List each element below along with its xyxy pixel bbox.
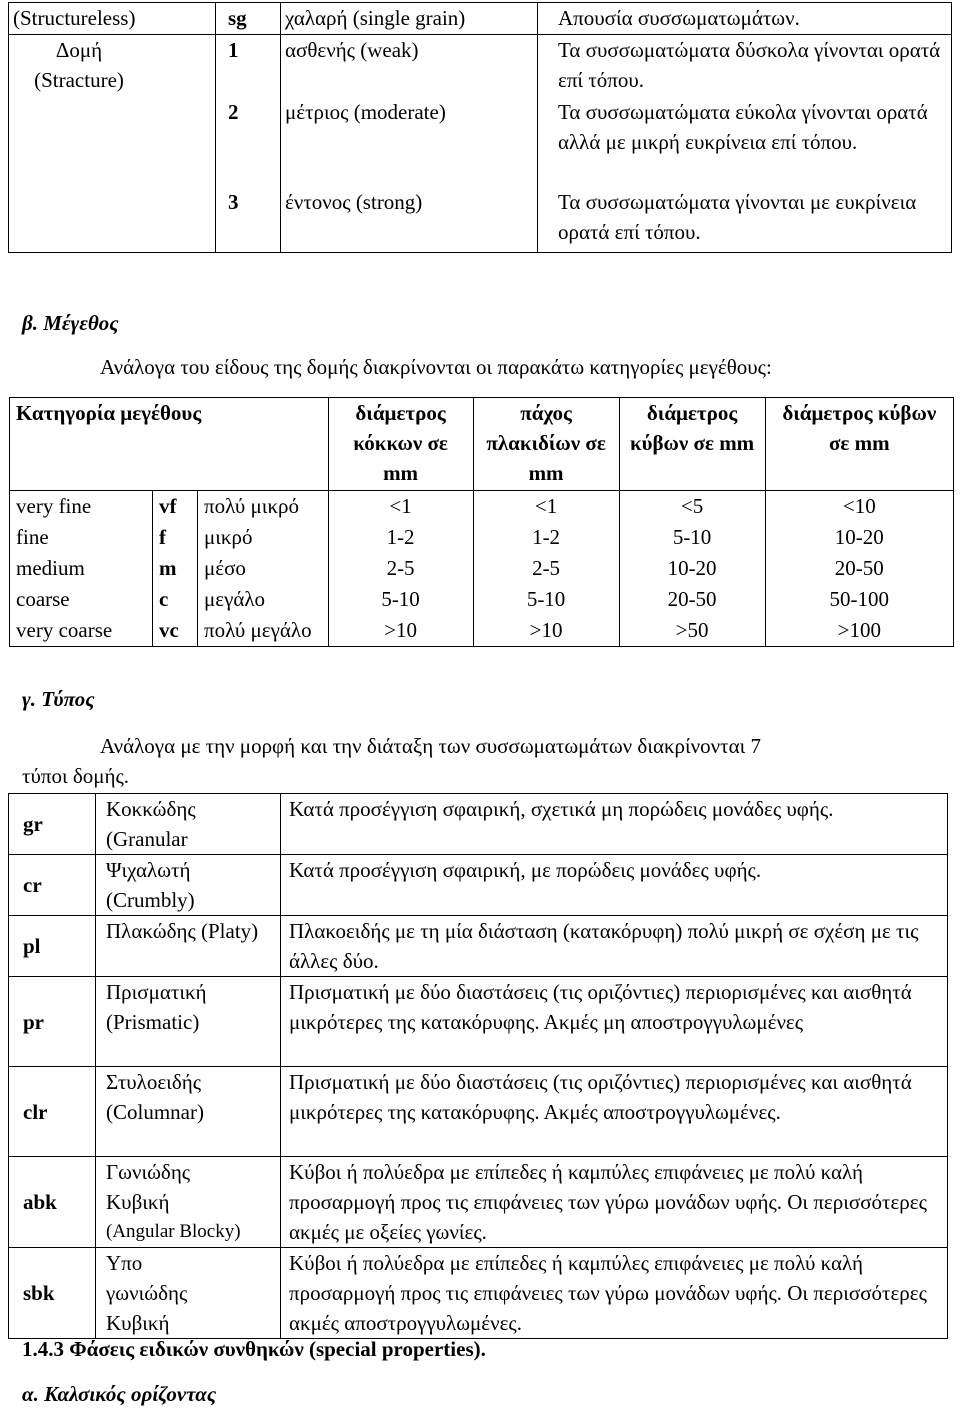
type-code: sbk (9, 1248, 96, 1339)
size-en: medium (10, 553, 153, 584)
type-name: Ψιχαλωτή (Crumbly) (96, 855, 281, 916)
size-class-table (9, 397, 954, 647)
table-row (9, 35, 952, 97)
table-header-row (10, 398, 954, 491)
special-subheading: α. Καλσικός ορίζοντας (22, 1382, 217, 1406)
type-name-line: Γωνιώδης (106, 1160, 191, 1184)
structure-grade-table (8, 2, 952, 253)
size-intro: Ανάλογα του είδους της δομής διακρίνονται οι παρακάτω κατηγορίες μεγέθους: (100, 355, 772, 379)
type-description: Πρισματική με δύο διαστάσεις (τις οριζόντιες) περιορισμένες και αισθητά μικρότερες της κατακόρυφης. Ακμές αποστρογγυλωμένες. (281, 1067, 948, 1157)
size-v4: >100 (765, 615, 953, 647)
size-v2: <1 (473, 491, 619, 523)
structure-label: Δομή (Stracture) (9, 35, 216, 253)
size-en: very coarse (10, 615, 153, 647)
type-name-line: Υπο (106, 1251, 143, 1275)
type-code: gr (9, 794, 96, 855)
size-v1: >10 (328, 615, 473, 647)
structure-type-table (8, 793, 948, 1339)
size-v4: 10-20 (765, 522, 953, 553)
type-name (96, 1248, 281, 1339)
size-gr: μεγάλο (198, 584, 329, 615)
header-grain-diameter: διάμετρος κόκκων σε mm (328, 398, 473, 491)
header-cube-diameter: διάμετρος κύβων σε mm (619, 398, 765, 491)
header-cube-diameter-2: διάμετρος κύβων σε mm (765, 398, 953, 491)
type-name-line: Κυβική (106, 1190, 170, 1214)
grade-code: 2 (216, 97, 281, 187)
type-name-line: Κυβική (106, 1311, 170, 1335)
table-row (9, 1248, 948, 1339)
type-intro-line1: Ανάλογα με την μορφή και την διάταξη των συσσωματωμάτων διακρίνονται 7 (100, 734, 762, 758)
type-code: cr (9, 855, 96, 916)
table-row (9, 855, 948, 916)
size-v1: 1-2 (328, 522, 473, 553)
table-row (10, 584, 954, 615)
size-gr: μέσο (198, 553, 329, 584)
grade-code: 3 (216, 187, 281, 253)
size-v3: 5-10 (619, 522, 765, 553)
grade-name: ασθενής (weak) (281, 35, 538, 97)
grade-code: sg (216, 3, 281, 35)
table-row (9, 1157, 948, 1248)
type-name: Στυλοειδής (Columnar) (96, 1067, 281, 1157)
table-row (10, 491, 954, 523)
table-row (10, 615, 954, 647)
size-code: c (153, 584, 198, 615)
grade-name: μέτριος (moderate) (281, 97, 538, 187)
type-description: Κύβοι ή πολύεδρα με επίπεδες ή καμπύλες επιφάνειες με πολύ καλή προσαρμογή προς τις επιφάνειες των γύρω μονάδων υφής. Οι περισσότερες ακμές με οξείες γωνίες. (281, 1157, 948, 1248)
special-heading: 1.4.3 Φάσεις ειδικών συνθηκών (special properties). (22, 1337, 486, 1361)
size-en: fine (10, 522, 153, 553)
size-v3: 10-20 (619, 553, 765, 584)
grade-code: 1 (216, 35, 281, 97)
header-category: Κατηγορία μεγέθους (10, 398, 329, 491)
type-description: Κατά προσέγγιση σφαιρική, σχετικά μη πορώδεις μονάδες υφής. (281, 794, 948, 855)
size-code: vf (153, 491, 198, 523)
type-description: Πλακοειδής με τη μία διάσταση (κατακόρυφη) πολύ μικρή σε σχέση με τις άλλες δύο. (281, 916, 948, 977)
size-v1: 5-10 (328, 584, 473, 615)
grade-name: έντονος (strong) (281, 187, 538, 253)
size-heading: β. Μέγεθος (22, 311, 119, 335)
size-v2: >10 (473, 615, 619, 647)
type-code: pl (9, 916, 96, 977)
grade-description: Τα συσσωματώματα δύσκολα γίνονται ορατά επί τόπου. (538, 35, 952, 97)
table-row (9, 794, 948, 855)
type-code: pr (9, 977, 96, 1067)
table-row (9, 977, 948, 1067)
header-plate-thickness: πάχος πλακιδίων σε mm (473, 398, 619, 491)
size-gr: πολύ μικρό (198, 491, 329, 523)
size-gr: μικρό (198, 522, 329, 553)
size-gr: πολύ μεγάλο (198, 615, 329, 647)
size-en: very fine (10, 491, 153, 523)
type-name-line: (Angular Blocky) (106, 1221, 241, 1242)
type-name: Κοκκώδης (Granular (96, 794, 281, 855)
size-v3: >50 (619, 615, 765, 647)
type-name-line: γωνιώδης (106, 1281, 188, 1305)
size-v2: 2-5 (473, 553, 619, 584)
size-v2: 1-2 (473, 522, 619, 553)
size-v4: <10 (765, 491, 953, 523)
size-v4: 20-50 (765, 553, 953, 584)
size-code: f (153, 522, 198, 553)
grade-description: Απουσία συσσωματωμάτων. (538, 3, 952, 35)
grade-name: χαλαρή (single grain) (281, 3, 538, 35)
type-code: clr (9, 1067, 96, 1157)
size-v1: 2-5 (328, 553, 473, 584)
size-v1: <1 (328, 491, 473, 523)
table-row (9, 916, 948, 977)
type-description: Πρισματική με δύο διαστάσεις (τις οριζόντιες) περιορισμένες και αισθητά μικρότερες της κατακόρυφης. Ακμές μη αποστρογγυλωμένες (281, 977, 948, 1067)
table-row (9, 3, 952, 35)
type-description: Κατά προσέγγιση σφαιρική, με πορώδεις μονάδες υφής. (281, 855, 948, 916)
table-row (10, 553, 954, 584)
size-code: m (153, 553, 198, 584)
type-heading: γ. Τύπος (22, 687, 95, 711)
type-description: Κύβοι ή πολύεδρα με επίπεδες ή καμπύλες επιφάνειες με πολύ καλή προσαρμογή προς τις επιφάνειες των γύρω μονάδων υφής. Οι περισσότερες ακμές αποστρογγυλωμένες. (281, 1248, 948, 1339)
table-row (9, 1067, 948, 1157)
type-name (96, 1157, 281, 1248)
structure-label: (Structureless) (9, 3, 216, 35)
size-v4: 50-100 (765, 584, 953, 615)
size-v3: <5 (619, 491, 765, 523)
type-name: Πλακώδης (Platy) (96, 916, 281, 977)
size-v3: 20-50 (619, 584, 765, 615)
type-name: Πρισματική (Prismatic) (96, 977, 281, 1067)
grade-description: Τα συσσωματώματα εύκολα γίνονται ορατά αλλά με μικρή ευκρίνεια επί τόπου. (538, 97, 952, 187)
table-row (10, 522, 954, 553)
size-v2: 5-10 (473, 584, 619, 615)
size-en: coarse (10, 584, 153, 615)
type-intro-line2: τύποι δομής. (22, 764, 130, 788)
grade-description: Τα συσσωματώματα γίνονται με ευκρίνεια ορατά επί τόπου. (538, 187, 952, 253)
type-code: abk (9, 1157, 96, 1248)
size-code: vc (153, 615, 198, 647)
